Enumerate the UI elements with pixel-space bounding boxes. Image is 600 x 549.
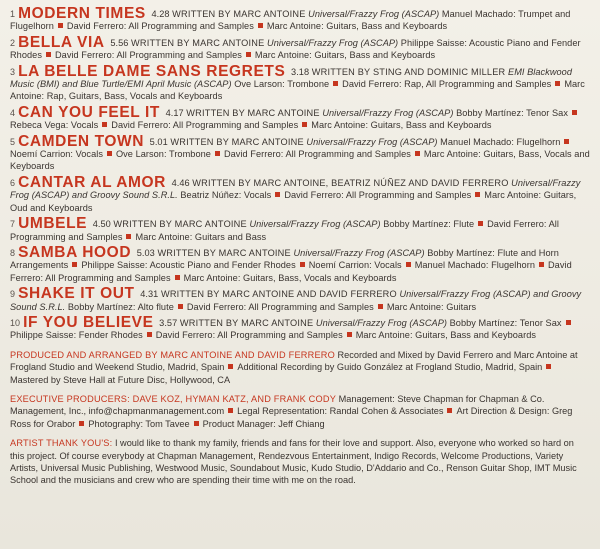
track-credit: David Ferrero: All Programming and Samples: [284, 190, 472, 201]
track-credit: Noemí Carrion: Vocals: [308, 260, 402, 271]
track-credit: Philippe Saisse: Acoustic Piano and Fender Rhodes: [10, 37, 581, 61]
separator-square: [546, 364, 551, 369]
track-credit: David Ferrero: All Programming and Samples: [155, 330, 343, 341]
track-publisher: Universal/Frazzy Frog (ASCAP): [249, 219, 381, 230]
produced-heading: PRODUCED AND ARRANGED BY MARC ANTOINE AND DAVID FERRERO: [10, 349, 335, 360]
track-publisher: Universal/Frazzy Frog (ASCAP) and Groovy Sound S.R.L.: [10, 177, 581, 201]
track-credit: David Ferrero: All Programming and Samples: [54, 50, 242, 61]
separator-square: [228, 364, 233, 369]
separator-square: [378, 304, 383, 309]
produced-item: Recorded and Mixed by David Ferrero and Marc Antoine at Frogland Studio and Weekend Studio, Madrid, Spain: [10, 349, 578, 373]
separator-square: [46, 52, 51, 57]
track-publisher: EMI Blackwood Music (BMI) and Blue Turtle/EMI April Music (ASCAP): [10, 66, 572, 90]
separator-square: [102, 122, 107, 127]
produced-item: Additional Recording by Guido González at Frogland Studio, Madrid, Spain: [237, 362, 543, 373]
track-credit: Marc Antoine: Rap, Guitars, Bass, Vocals and Keyboards: [10, 79, 585, 102]
track-length: 4.46: [171, 177, 190, 188]
separator-square: [275, 192, 280, 197]
track-title: BELLA VIA: [18, 33, 105, 51]
track-credit: Bobby Martínez: Tenor Sax: [456, 107, 568, 118]
separator-square: [107, 151, 112, 156]
track-entry: [10, 313, 590, 342]
track-title: LA BELLE DAME SANS REGRETS: [18, 62, 286, 80]
track-title: IF YOU BELIEVE: [23, 313, 154, 331]
track-entry: [10, 62, 590, 103]
track-title: SHAKE IT OUT: [18, 285, 135, 303]
track-entry: [10, 132, 590, 173]
track-title: CAMDEN TOWN: [18, 132, 145, 150]
track-credit: Noemí Carrion: Vocals: [10, 149, 103, 160]
track-title: UMBELE: [18, 215, 88, 233]
separator-square: [302, 122, 307, 127]
track-entry: [10, 285, 590, 313]
track-credit: Philippe Saisse: Fender Rhodes: [10, 330, 143, 341]
thanks-heading: ARTIST THANK YOU'S:: [10, 438, 113, 449]
track-publisher: Universal/Frazzy Frog (ASCAP): [315, 317, 448, 328]
separator-square: [258, 23, 263, 28]
track-entry: [10, 33, 590, 62]
separator-square: [564, 139, 569, 144]
track-credit: Bobby Martínez: Alto flute: [67, 301, 174, 312]
separator-square: [347, 332, 352, 337]
track-credit: Ove Larson: Trombone: [234, 79, 330, 90]
track-credit: Marc Antoine: Guitars, Bass, Vocals and Keyboards: [10, 149, 590, 172]
track-entry: [10, 103, 590, 132]
track-credit: David Ferrero: All Programming and Samples: [111, 120, 299, 131]
track-writers: WRITTEN BY MARC ANTOINE AND DAVID FERRERO: [160, 289, 397, 300]
track-length: 5.56: [110, 37, 129, 48]
track-credit: Ove Larson: Trombone: [115, 149, 211, 160]
track-number: 9: [10, 289, 16, 300]
track-publisher: Universal/Frazzy Frog (ASCAP): [267, 37, 399, 48]
track-credit: Bobby Martínez: Flute: [383, 219, 475, 230]
track-credit: Manuel Machado: Trumpet and Flugelhorn: [10, 9, 571, 32]
track-credit: David Ferrero: All Programming and Samples: [10, 219, 559, 242]
track-credit: Manuel Machado: Flugelhorn: [440, 136, 561, 147]
track-title: CANTAR AL AMOR: [18, 173, 166, 191]
track-entry: [10, 173, 590, 214]
executive-item: Legal Representation: Randal Cohen & Associates: [237, 406, 444, 417]
separator-square: [406, 262, 411, 267]
separator-square: [126, 234, 131, 239]
track-writers: WRITTEN BY MARC ANTOINE: [131, 37, 265, 48]
separator-square: [178, 304, 183, 309]
track-credit: Marc Antoine: Guitars, Bass and Keyboards: [355, 330, 536, 341]
track-writers: WRITTEN BY MARC ANTOINE, BEATRIZ NÚÑEZ AND DAVID FERRERO: [192, 177, 509, 188]
track-number: 8: [10, 247, 16, 258]
track-writers: WRITTEN BY MARC ANTOINE: [170, 136, 304, 147]
track-credit: Marc Antoine: Guitars, Bass and Keyboards: [311, 120, 492, 131]
track-credit: Beatriz Núñez: Vocals: [180, 190, 272, 201]
executive-item: Management: Steve Chapman for Chapman & Co. Management, Inc., info@chapmanmanagement.com: [10, 393, 545, 417]
track-number: 6: [10, 177, 16, 188]
track-writers: WRITTEN BY MARC ANTOINE: [186, 107, 320, 118]
track-title: MODERN TIMES: [18, 5, 146, 22]
track-publisher: Universal/Frazzy Frog (ASCAP): [308, 9, 440, 19]
track-number: 2: [10, 37, 16, 48]
track-writers: WRITTEN BY MARC ANTOINE: [172, 9, 306, 19]
track-number: 7: [10, 219, 16, 230]
separator-square: [175, 275, 180, 280]
separator-square: [147, 332, 152, 337]
track-credit: Bobby Martínez: Flute and Horn Arrangements: [10, 247, 559, 271]
track-credit: Marc Antoine: Guitars, Bass, Vocals and Keyboards: [183, 272, 397, 283]
track-list: [10, 5, 590, 342]
executive-item: Art Direction & Design: Greg Ross for Orabor: [10, 406, 573, 429]
separator-square: [539, 262, 544, 267]
track-credit: David Ferrero: All Programming and Samples: [223, 149, 411, 160]
track-publisher: Universal/Frazzy Frog (ASCAP): [306, 136, 438, 147]
track-length: 5.03: [136, 247, 155, 258]
track-entry: [10, 215, 590, 243]
track-number: 1: [10, 9, 16, 19]
separator-square: [333, 81, 338, 86]
executive-item: Photography: Tom Tavee: [88, 418, 190, 429]
track-credit: Manuel Machado: Flugelhorn: [414, 260, 535, 271]
track-entry: [10, 243, 590, 284]
separator-square: [447, 408, 452, 413]
track-length: 4.28: [151, 9, 170, 19]
track-number: 4: [10, 107, 16, 118]
separator-square: [194, 421, 199, 426]
track-credit: Marc Antoine: Guitars, Oud and Keyboards: [10, 190, 577, 213]
separator-square: [58, 23, 63, 28]
separator-square: [215, 151, 220, 156]
track-credit: Philippe Saisse: Acoustic Piano and Fender Rhodes: [81, 260, 296, 271]
track-number: 10: [10, 317, 21, 328]
track-credit: David Ferrero: All Programming and Samples: [66, 21, 254, 32]
separator-square: [572, 110, 577, 115]
track-length: 3.57: [159, 317, 178, 328]
separator-square: [478, 221, 483, 226]
separator-square: [228, 408, 233, 413]
track-credit: David Ferrero: All Programming and Samples: [10, 260, 572, 283]
produced-item: Mastered by Steve Hall at Future Disc, Hollywood, CA: [10, 374, 231, 385]
separator-square: [415, 151, 420, 156]
track-length: 3.18: [291, 66, 310, 77]
track-credit: Marc Antoine: Guitars: [386, 301, 477, 312]
executive-section: [10, 393, 590, 430]
track-length: 4.17: [165, 107, 184, 118]
track-title: SAMBA HOOD: [18, 243, 132, 261]
track-writers: WRITTEN BY MARC ANTOINE: [179, 317, 314, 328]
track-credit: David Ferrero: Rap, All Programming and Samples: [342, 79, 552, 90]
track-credit: Marc Antoine: Guitars and Bass: [135, 231, 267, 242]
track-length: 4.50: [92, 219, 111, 230]
track-number: 3: [10, 66, 16, 77]
track-number: 5: [10, 136, 16, 147]
separator-square: [79, 421, 84, 426]
separator-square: [475, 192, 480, 197]
track-credit: Bobby Martínez: Tenor Sax: [449, 317, 562, 328]
thanks-section: [10, 437, 590, 487]
executive-heading: EXECUTIVE PRODUCERS: DAVE KOZ, HYMAN KATZ, AND FRANK CODY: [10, 393, 337, 404]
track-length: 4.31: [140, 289, 159, 300]
separator-square: [246, 52, 251, 57]
track-publisher: Universal/Frazzy Frog (ASCAP) and Groovy Sound S.R.L.: [10, 289, 582, 312]
track-credit: Marc Antoine: Guitars, Bass and Keyboards: [266, 21, 448, 32]
track-writers: WRITTEN BY STING AND DOMINIC MILLER: [311, 66, 506, 77]
executive-item: Product Manager: Jeff Chiang: [202, 418, 325, 429]
track-publisher: Universal/Frazzy Frog (ASCAP): [322, 107, 454, 118]
separator-square: [300, 262, 305, 267]
track-publisher: Universal/Frazzy Frog (ASCAP): [293, 247, 425, 258]
separator-square: [72, 262, 77, 267]
thanks-text: I would like to thank my family, friends and fans for their love and support. Also, everyone who worked so hard on this project. Of course everybody at Chapman Management, Rendezvous Entertainment, Indigo Records, Welcome Productions, Variety Artists, Universal Music Publishing, Westwood Music, Soundabout Music, Kudo Studio, D'Addario and Co., Renson Guitar Shop, IMT Music School and the musicians and crew who are spending their time with me on the road.: [10, 438, 577, 486]
track-writers: WRITTEN BY MARC ANTOINE: [157, 247, 291, 258]
track-writers: WRITTEN BY MARC ANTOINE: [113, 219, 247, 230]
track-credit: Rebeca Vega: Vocals: [10, 120, 99, 131]
track-length: 5.01: [149, 136, 168, 147]
separator-square: [555, 81, 560, 86]
separator-square: [566, 320, 571, 325]
track-credit: David Ferrero: All Programming and Samples: [186, 301, 374, 312]
track-credit: Marc Antoine: Guitars, Bass and Keyboards: [254, 50, 436, 61]
track-entry: [10, 5, 590, 33]
track-title: CAN YOU FEEL IT: [18, 103, 160, 121]
produced-section: [10, 349, 590, 386]
